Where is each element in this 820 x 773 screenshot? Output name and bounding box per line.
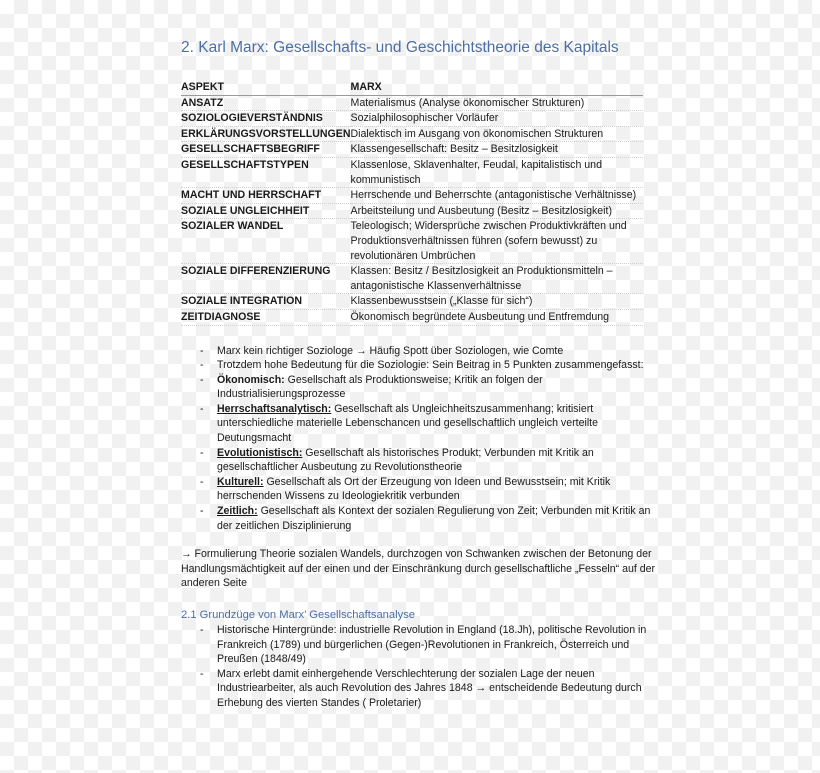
list-item <box>200 344 661 359</box>
list-item-label: Kulturell: <box>217 475 264 488</box>
list-item-text: Gesellschaft als Ungleichheitszusammenhang; kritisiert unterschiedliche materielle Lebenschancen und gesellschaftlich ungleich verteilte Deutungsmacht <box>217 402 599 445</box>
aspekt-label: SOZIALE INTEGRATION <box>181 294 351 310</box>
aspekt-label: SOZIALE UNGLEICHHEIT <box>181 203 351 219</box>
aspekt-label: ERKLÄRUNGSVORSTELLUNGEN <box>181 126 351 142</box>
dash-bullet: - <box>200 667 204 680</box>
list-item-label: Evolutionistisch: <box>217 446 303 459</box>
list-item-text: Gesellschaft als historisches Produkt; Verbunden mit Kritik an gesellschaftlicher Ausbeutung zu Revolutionstheorie <box>217 446 594 474</box>
marx-value: Klassenbewusstsein („Klasse für sich“) <box>351 294 643 310</box>
list-item-text: Gesellschaft als Kontext der sozialen Regulierung von Zeit; Verbunden mit Kritik an der zeitlichen Disziplinierung <box>217 505 651 532</box>
table-row <box>181 188 643 204</box>
table-row <box>181 309 643 325</box>
contribution-list <box>181 344 661 534</box>
page-title: 2. Karl Marx: Gesellschafts- und Geschichtstheorie des Kapitals <box>181 39 619 56</box>
list-item <box>200 373 661 402</box>
list-item-label: Ökonomisch: <box>217 373 285 386</box>
aspekt-label: SOZIOLOGIEVERSTÄNDNIS <box>181 111 351 127</box>
dash-bullet: - <box>200 446 204 459</box>
list-item <box>200 504 661 533</box>
dash-bullet: - <box>200 475 204 488</box>
marx-value: Ökonomisch begründete Ausbeutung und Entfremdung <box>351 309 643 325</box>
aspekt-label: GESELLSCHAFTSBEGRIFF <box>181 142 351 158</box>
table-header-aspekt: ASPEKT <box>181 80 351 95</box>
dash-bullet: - <box>200 359 204 372</box>
aspekt-label: GESELLSCHAFTSTYPEN <box>181 157 351 187</box>
dash-bullet: - <box>200 402 204 415</box>
aspekt-label: ZEITDIAGNOSE <box>181 309 351 325</box>
table-row <box>181 203 643 219</box>
table-row <box>181 219 643 264</box>
marx-value: Klassengesellschaft: Besitz – Besitzlosigkeit <box>351 142 643 158</box>
list-item-text: Gesellschaft als Ort der Erzeugung von Ideen und Bewusstsein; mit Kritik herrschenden Wissens zu Ideologiekritik verbunden <box>217 475 611 503</box>
table-header-marx: MARX <box>351 80 643 95</box>
list-item-label: Herrschaftsanalytisch: <box>217 402 332 415</box>
table-row <box>181 95 643 111</box>
marx-value: Sozialphilosophischer Vorläufer <box>351 111 643 127</box>
table-row <box>181 264 643 294</box>
document <box>181 38 661 711</box>
dash-bullet: - <box>200 624 204 636</box>
dash-bullet: - <box>200 505 204 518</box>
list-item <box>200 667 661 711</box>
list-item <box>200 446 661 475</box>
aspekt-label: ANSATZ <box>181 95 351 111</box>
summary-paragraph: → Formulierung Theorie sozialen Wandels, durchzogen von Schwanken zwischen der Betonung der Handlungsmächtigkeit auf der einen und der Einschränkung durch gesellschaftliche „Fesseln“ auf der anderen Seite <box>181 548 656 590</box>
aspekt-table <box>181 80 643 326</box>
list-item-text: Historische Hintergründe: industrielle Revolution in England (18.Jh), politische Revolution in Frankreich (1789) und bürgerlichen (Gegen-)Revolutionen in Frankreich, Österreich und Preußen (1848/49) <box>217 624 647 666</box>
dash-bullet: - <box>200 373 204 386</box>
list-item-text: Gesellschaft als Produktionsweise; Kritik an folgen der Industrialisierungsprozesse <box>217 373 543 401</box>
aspekt-label: MACHT UND HERRSCHAFT <box>181 188 351 204</box>
marx-value: Klassenlose, Sklavenhalter, Feudal, kapitalistisch und kommunistisch <box>351 157 643 187</box>
dash-bullet: - <box>200 344 204 357</box>
marx-value: Herrschende und Beherrschte (antagonistische Verhältnisse) <box>351 188 643 204</box>
table-row <box>181 126 643 142</box>
table-row <box>181 142 643 158</box>
list-item <box>200 623 661 667</box>
table-row <box>181 157 643 187</box>
marx-value: Dialektisch im Ausgang von ökonomischen Strukturen <box>351 126 643 142</box>
table-row <box>181 111 643 127</box>
list-item-text: Marx kein richtiger Soziologe → Häufig Spott über Soziologen, wie Comte <box>217 344 564 357</box>
list-item-text: Trotzdem hohe Bedeutung für die Soziologie: Sein Beitrag in 5 Punkten zusammengefasst: <box>217 359 644 372</box>
list-item <box>200 475 661 504</box>
marx-value: Arbeitsteilung und Ausbeutung (Besitz – Besitzlosigkeit) <box>351 203 643 219</box>
table-row <box>181 294 643 310</box>
background-list <box>181 623 661 711</box>
list-item <box>200 358 661 373</box>
aspekt-label: SOZIALE DIFFERENZIERUNG <box>181 264 351 294</box>
list-item-text: Marx erlebt damit einhergehende Verschlechterung der sozialen Lage der neuen Industriearbeiter, als auch Revolution des Jahres 1848 → entscheidende Bedeutung durch Erhebung des vierten Standes ( Proletarier) <box>217 667 642 709</box>
aspekt-label: SOZIALER WANDEL <box>181 219 351 264</box>
list-item <box>200 402 661 446</box>
list-item-label: Zeitlich: <box>217 505 258 518</box>
marx-value: Teleologisch; Widersprüche zwischen Produktivkräften und Produktionsverhältnissen führen (sofern bewusst) zu revolutionären Umbrüchen <box>351 219 643 264</box>
marx-value: Materialismus (Analyse ökonomischer Strukturen) <box>351 95 643 111</box>
section-heading: 2.1 Grundzüge von Marx’ Gesellschaftsanalyse <box>181 609 416 621</box>
marx-value: Klassen: Besitz / Besitzlosigkeit an Produktionsmitteln – antagonistische Klassenverhältnisse <box>351 264 643 294</box>
